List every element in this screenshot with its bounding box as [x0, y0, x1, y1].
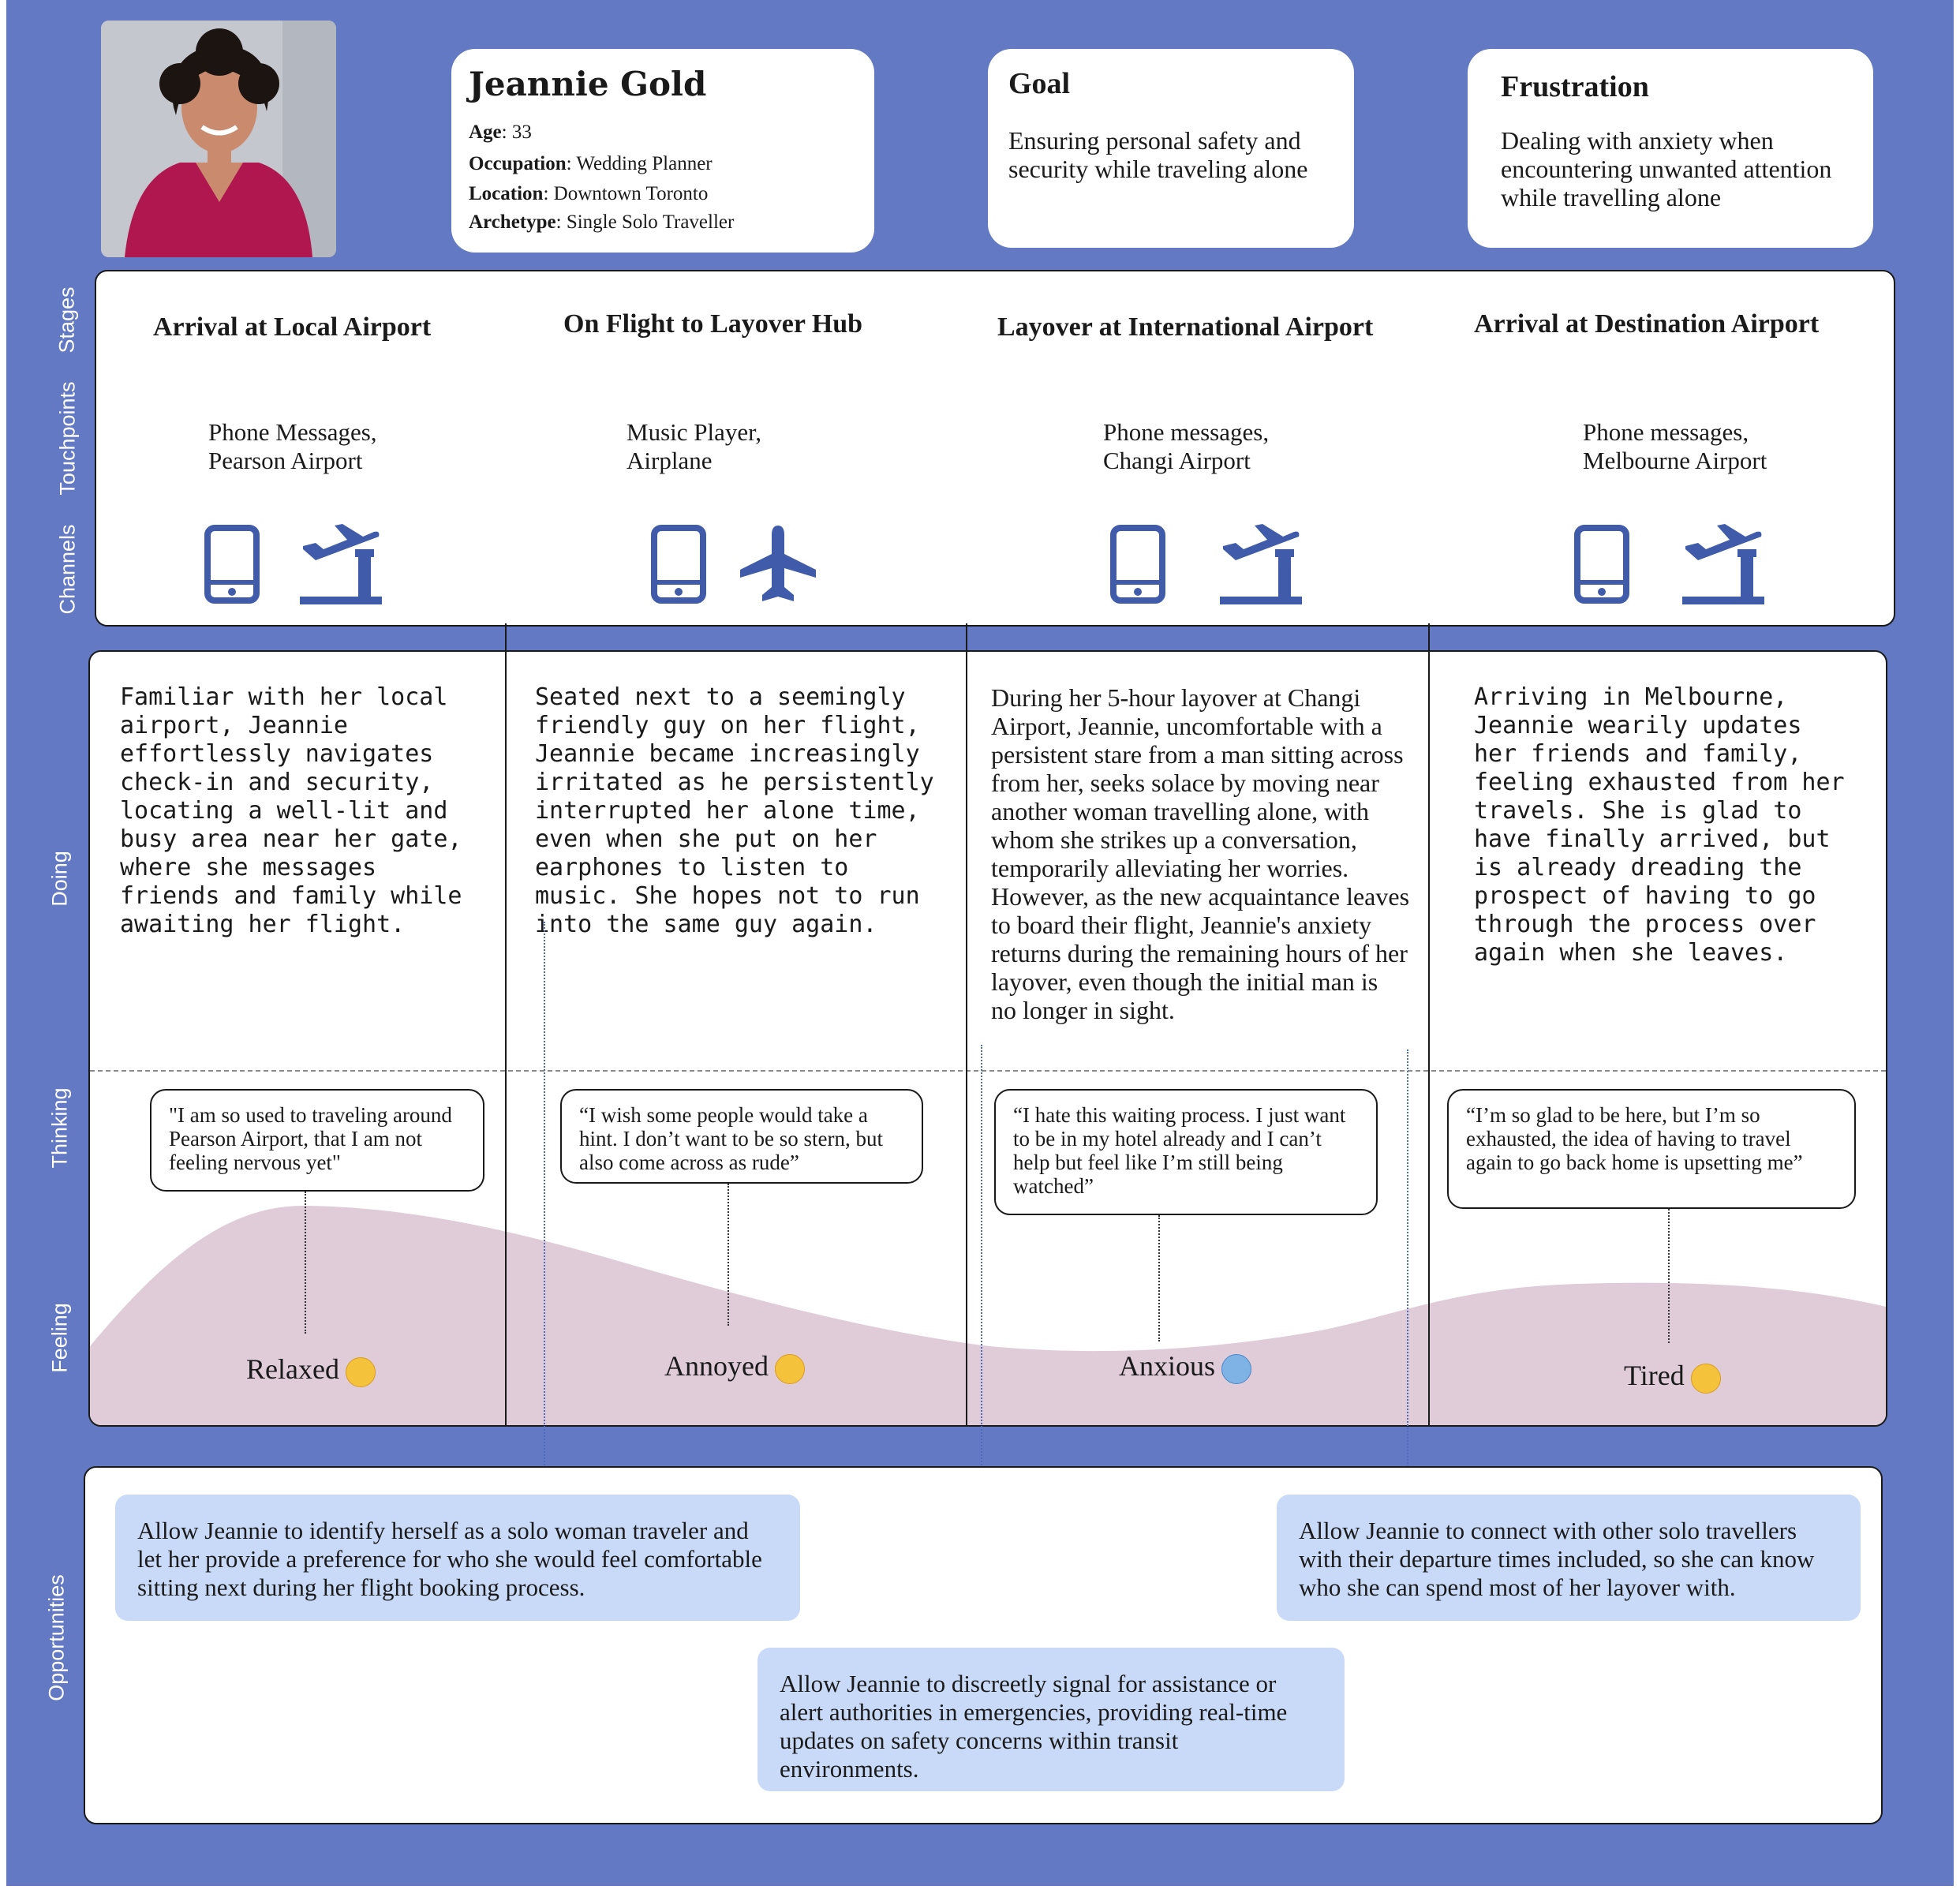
stage-title-3: Layover at International Airport: [997, 312, 1374, 342]
doing-1: Familiar with her local airport, Jeannie effortlessly navigates check-in and security, locating a well-lit and busy area near her gate, where she messages friends and family while awaiting her flight.: [120, 683, 462, 938]
thought-bubble-4: “I’m so glad to be here, but I’m so exhausted, the idea of having to travel again to go back home is upsetting me”: [1447, 1089, 1856, 1209]
row-label-thinking: Thinking: [47, 1087, 72, 1169]
phone-icon: [1109, 524, 1166, 604]
frustration-card: [1468, 49, 1873, 248]
airport-departure-icon: [1682, 522, 1764, 606]
phone-icon: [1573, 524, 1630, 604]
touchpoints-2: Music Player, Airplane: [627, 418, 761, 474]
row-label-feeling: Feeling: [47, 1303, 72, 1373]
airplane-icon: [739, 524, 817, 603]
thought-bubble-1: "I am so used to traveling around Pearson Airport, that I am not feeling nervous yet": [150, 1089, 484, 1192]
stage-title-2: On Flight to Layover Hub: [563, 309, 863, 339]
relieved-face-icon: [346, 1357, 376, 1387]
row-label-opportunities: Opportunities: [44, 1574, 69, 1701]
touchpoints-4: Phone messages, Melbourne Airport: [1583, 418, 1767, 474]
opportunity-link: [544, 922, 545, 1480]
column-divider: [1428, 652, 1430, 1425]
anxious-face-icon: [1221, 1354, 1251, 1384]
row-label-stages: Stages: [54, 286, 79, 354]
persona-card: [451, 49, 874, 253]
frustration-body: Dealing with anxiety when encountering unwanted attention while travelling alone: [1501, 126, 1832, 211]
feeling-1: Relaxed: [246, 1353, 376, 1387]
opportunity-3: Allow Jeannie to discreetly signal for assistance or alert authorities in emergencies, providing real-time updates on safety concerns within transit environments.: [757, 1648, 1345, 1791]
persona-archetype: Archetype: Single Solo Traveller: [469, 211, 735, 233]
doing-2: Seated next to a seemingly friendly guy on her flight, Jeannie became increasingly irritated as he persistently interrupted her alone time, even when she put on her earphones to listen to music. She hopes not to run into the same guy again.: [535, 683, 934, 938]
stage-title-4: Arrival at Destination Airport: [1474, 309, 1820, 339]
doing-3: During her 5-hour layover at Changi Airport, Jeannie, uncomfortable with a persistent stare from a man sitting across from her, seeks solace by moving near another woman travelling alone, with whom she strikes up a conversation, temporarily alleviating her worries. However, as the new acquaintance leaves to board their flight, Jeannie's anxiety returns during the remaining hours of her layover, even though the initial man is no longer in sight.: [991, 683, 1410, 1024]
touchpoints-1: Phone Messages, Pearson Airport: [208, 418, 377, 474]
column-divider: [1428, 623, 1430, 652]
journey-panel: [88, 650, 1887, 1427]
connector-line: [1668, 1209, 1670, 1343]
feeling-2: Annoyed: [664, 1349, 805, 1384]
goal-body: Ensuring personal safety and security while traveling alone: [1008, 126, 1308, 183]
unamused-face-icon: [775, 1354, 805, 1384]
goal-title: Goal: [1008, 67, 1071, 100]
column-divider: [966, 652, 967, 1425]
persona-photo: [101, 21, 336, 257]
opportunity-2: Allow Jeannie to connect with other solo travellers with their departure times included, so she can know who she can spend most of her layover with.: [1277, 1495, 1861, 1621]
frustration-title: Frustration: [1501, 70, 1649, 103]
persona-occupation: Occupation: Wedding Planner: [469, 153, 713, 174]
phone-icon: [650, 524, 707, 604]
row-label-channels: Channels: [55, 524, 80, 615]
row-label-touchpoints: Touchpoints: [55, 381, 80, 496]
feeling-3: Anxious: [1119, 1349, 1251, 1384]
row-label-doing: Doing: [47, 851, 72, 907]
connector-line: [305, 1192, 306, 1334]
touchpoints-3: Phone messages, Changi Airport: [1103, 418, 1270, 474]
column-divider: [966, 623, 967, 652]
phone-icon: [204, 524, 260, 604]
thought-bubble-3: “I hate this waiting process. I just want to be in my hotel already and I can’t help but feel like I’m still being watched”: [994, 1089, 1378, 1215]
persona-name: Jeannie Gold: [469, 65, 707, 103]
connector-line: [1158, 1215, 1160, 1341]
column-divider: [505, 623, 507, 652]
airport-departure-icon: [1220, 522, 1302, 606]
opportunity-link: [1407, 1050, 1408, 1479]
stages-panel: [95, 270, 1895, 627]
thought-bubble-2: “I wish some people would take a hint. I don’t want to be so stern, but also come across as rude”: [560, 1089, 923, 1184]
opportunities-panel: [84, 1466, 1883, 1824]
persona-location: Location: Downtown Toronto: [469, 183, 709, 204]
stage-title-1: Arrival at Local Airport: [153, 312, 432, 342]
connector-line: [728, 1184, 729, 1326]
goal-card: [988, 49, 1354, 248]
persona-age: Age: 33: [469, 122, 532, 143]
airport-departure-icon: [300, 522, 382, 606]
doing-4: Arriving in Melbourne, Jeannie wearily updates her friends and family, feeling exhausted from her travels. She is glad to have finally arrived, but is already dreading the prospect of having to go through the process over again when she leaves.: [1474, 683, 1845, 967]
opportunity-1: Allow Jeannie to identify herself as a solo woman traveler and let her provide a preference for who she would feel comfortable sitting next during her flight booking process.: [115, 1495, 800, 1621]
doing-thinking-separator: [90, 1070, 1886, 1072]
feeling-4: Tired: [1624, 1359, 1721, 1394]
column-divider: [505, 652, 507, 1425]
yawning-face-icon: [1691, 1364, 1721, 1394]
